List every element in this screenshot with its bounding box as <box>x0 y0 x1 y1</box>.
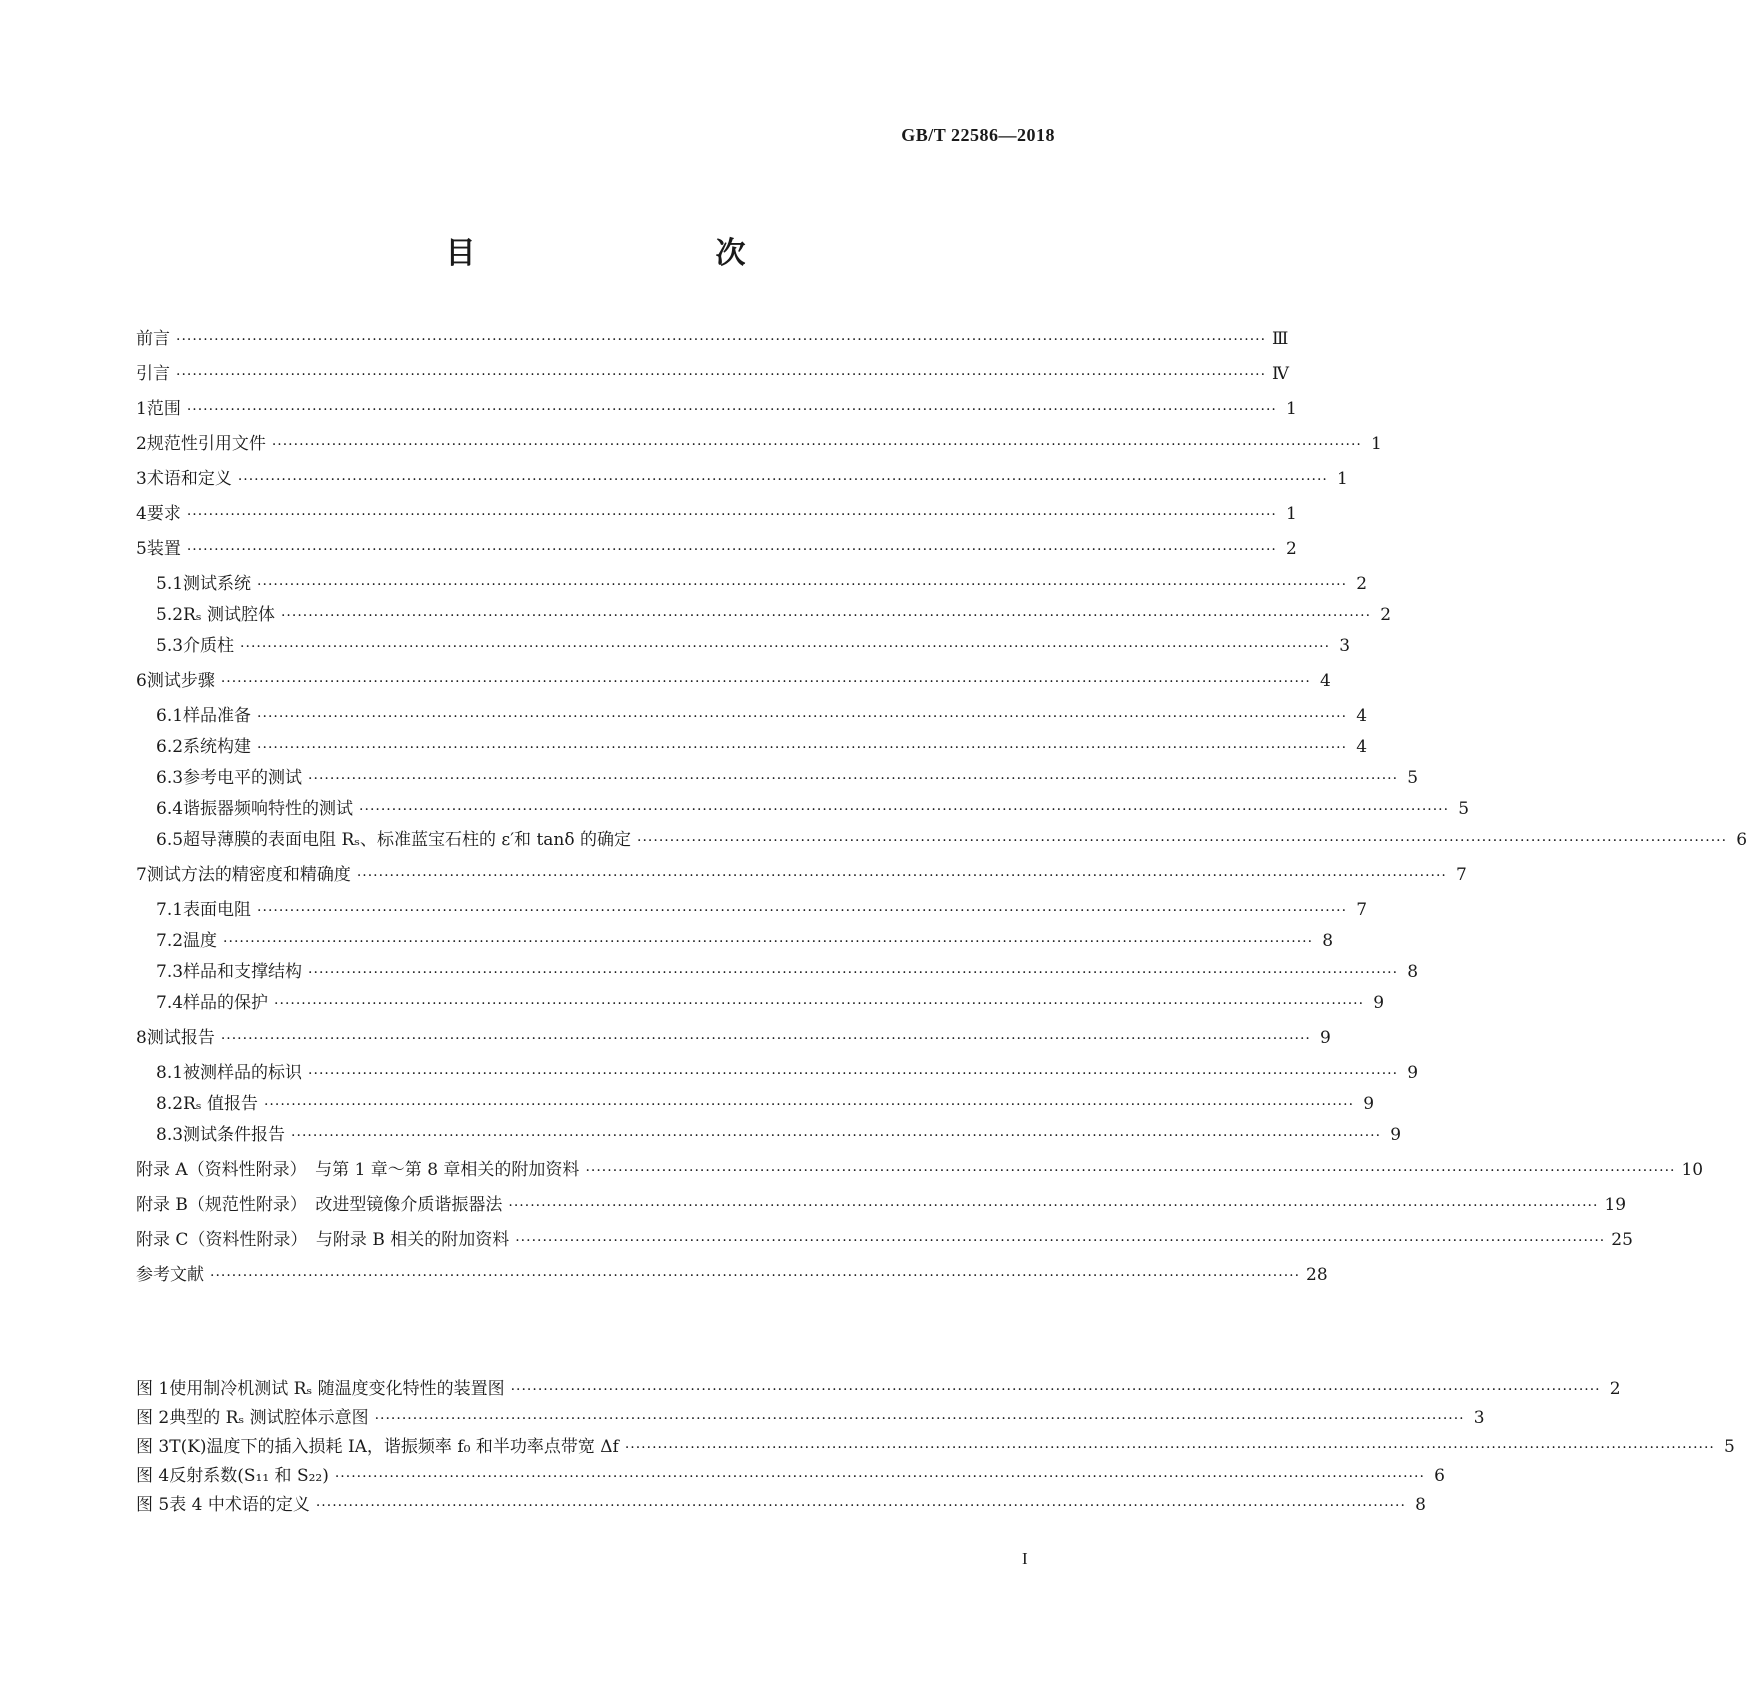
page-ref: 2 <box>1380 605 1392 625</box>
toc-entry[interactable] <box>136 1063 1419 1084</box>
section-title: 要求 <box>146 504 181 524</box>
section-number: 8 <box>136 1028 147 1048</box>
page-ref: 28 <box>1306 1265 1328 1285</box>
section-title: 温度 <box>183 931 218 951</box>
figure-number: 图 5 <box>136 1495 170 1515</box>
page-ref: 4 <box>1320 671 1331 691</box>
dot-leader: ········································································································································································································ <box>374 1411 1465 1427</box>
page-ref: 7 <box>1456 865 1467 885</box>
section-title: 参考电平的测试 <box>183 768 303 788</box>
figure-entry[interactable] <box>136 1437 1735 1458</box>
page-ref: 19 <box>1604 1195 1627 1215</box>
page-ref: 1 <box>1371 434 1382 454</box>
toc-entry[interactable] <box>136 574 1368 595</box>
section-number: 5.3 <box>156 636 184 656</box>
dot-leader: ········································································································································································································ <box>257 577 1348 593</box>
section-title: 被测样品的标识 <box>183 1063 303 1083</box>
section-number: 6.3 <box>156 768 184 788</box>
section-title: 样品准备 <box>183 706 252 726</box>
toc-entry[interactable] <box>136 1125 1402 1146</box>
page-ref: 25 <box>1611 1230 1633 1250</box>
page-ref: 5 <box>1458 799 1470 819</box>
page-ref: 8 <box>1415 1495 1426 1515</box>
section-title: 引言 <box>136 364 170 384</box>
figure-title: 使用制冷机测试 Rₛ 随温度变化特性的装置图 <box>169 1379 505 1399</box>
toc-entry[interactable] <box>136 329 1289 350</box>
figure-number: 图 4 <box>136 1466 170 1486</box>
toc-entry[interactable] <box>136 737 1368 758</box>
section-number: 5 <box>136 539 147 559</box>
dot-leader: ········································································································································································································ <box>637 833 1728 849</box>
dot-leader: ········································································································································································································ <box>515 1233 1606 1249</box>
dot-leader: ········································································································································································································ <box>186 507 1277 523</box>
section-title: 测试系统 <box>183 574 252 594</box>
section-title: 前言 <box>136 329 170 349</box>
toc-entry[interactable] <box>136 469 1348 490</box>
toc-entry[interactable] <box>136 1195 1627 1216</box>
dot-leader: ········································································································································································································ <box>334 1469 1425 1485</box>
page-ref: 5 <box>1724 1437 1735 1457</box>
section-number: 4 <box>136 504 147 524</box>
section-number: 6.4 <box>156 799 184 819</box>
dot-leader: ········································································································································································································ <box>308 965 1399 981</box>
dot-leader: ········································································································································································································ <box>257 903 1348 919</box>
toc-entry[interactable] <box>136 1028 1331 1049</box>
page-ref: 2 <box>1609 1379 1621 1399</box>
section-title: 超导薄膜的表面电阻 Rₛ、标准蓝宝石柱的 ε′和 tanδ 的确定 <box>183 830 632 850</box>
dot-leader: ········································································································································································································ <box>280 608 1372 624</box>
page-ref: 5 <box>1407 768 1419 788</box>
section-title: 谐振器频响特性的测试 <box>183 799 354 819</box>
section-number: 2 <box>136 434 147 454</box>
toc-entry[interactable] <box>136 865 1467 886</box>
section-number: 7 <box>136 865 147 885</box>
page-ref: 2 <box>1356 574 1368 594</box>
section-title: 附录 B（规范性附录） 改进型镜像介质谐振器法 <box>136 1195 503 1215</box>
section-number: 7.3 <box>156 962 184 982</box>
page-ref: 8 <box>1322 931 1334 951</box>
standard-code: GB/T 22586—2018 <box>901 125 1055 145</box>
toc-entry[interactable] <box>136 504 1297 525</box>
dot-leader: ········································································································································································································ <box>220 1031 1311 1047</box>
page-ref: 8 <box>1407 962 1419 982</box>
page-ref: 9 <box>1407 1063 1419 1083</box>
dot-leader: ········································································································································································································ <box>220 674 1311 690</box>
page-ref: 6 <box>1434 1466 1445 1486</box>
section-number: 8.1 <box>156 1063 184 1083</box>
section-title: 参考文献 <box>136 1265 204 1285</box>
figure-entry[interactable] <box>136 1379 1621 1400</box>
toc-entry[interactable] <box>136 799 1470 820</box>
section-title: 范围 <box>146 399 181 419</box>
page-ref: Ⅳ <box>1272 364 1290 384</box>
page-ref: 6 <box>1736 830 1747 850</box>
toc-entry[interactable] <box>136 434 1382 455</box>
page-ref: 9 <box>1390 1125 1402 1145</box>
toc-entry[interactable] <box>136 962 1419 983</box>
section-title: 表面电阻 <box>183 900 252 920</box>
section-number: 6.1 <box>156 706 184 726</box>
toc-entry[interactable] <box>136 1160 1704 1181</box>
toc-entry[interactable] <box>136 636 1351 657</box>
page-ref: 3 <box>1339 636 1351 656</box>
toc-entry[interactable] <box>136 1265 1328 1286</box>
dot-leader: ········································································································································································································ <box>315 1498 1406 1514</box>
figure-entry[interactable] <box>136 1495 1426 1516</box>
page-ref: 3 <box>1473 1408 1485 1428</box>
page-ref: 10 <box>1681 1160 1704 1180</box>
section-number: 5.2 <box>156 605 184 625</box>
toc-entry[interactable] <box>136 1094 1375 1115</box>
dot-leader: ········································································································································································································ <box>508 1198 1599 1214</box>
toc-entry[interactable] <box>136 605 1392 626</box>
figure-number: 图 2 <box>136 1408 170 1428</box>
toc-entry[interactable] <box>136 931 1334 952</box>
dot-leader: ········································································································································································································ <box>176 367 1267 383</box>
section-title: Rₛ 值报告 <box>183 1094 258 1114</box>
page-ref: 4 <box>1356 706 1368 726</box>
section-number: 7.2 <box>156 931 184 951</box>
toc-entry[interactable] <box>136 706 1368 727</box>
page-ref: 2 <box>1286 539 1297 559</box>
dot-leader: ········································································································································································································ <box>359 802 1450 818</box>
dot-leader: ········································································································································································································ <box>257 740 1348 756</box>
page-ref: 1 <box>1286 399 1297 419</box>
dot-leader: ········································································································································································································ <box>186 542 1277 558</box>
figure-title: T(K)温度下的插入损耗 IA，谐振频率 f₀ 和半功率点带宽 Δf <box>169 1437 619 1457</box>
toc-entry[interactable] <box>136 1230 1633 1251</box>
section-number: 6 <box>136 671 147 691</box>
page-ref: 4 <box>1356 737 1368 757</box>
dot-leader: ········································································································································································································ <box>624 1440 1715 1456</box>
dot-leader: ········································································································································································································ <box>308 771 1399 787</box>
section-title: 附录 A（资料性附录） 与第 1 章～第 8 章相关的附加资料 <box>136 1160 580 1180</box>
section-title: 附录 C（资料性附录） 与附录 B 相关的附加资料 <box>136 1230 510 1250</box>
section-number: 5.1 <box>156 574 184 594</box>
figure-list <box>136 1379 1735 1516</box>
dot-leader: ········································································································································································································ <box>274 996 1365 1012</box>
section-title: 规范性引用文件 <box>146 434 266 454</box>
dot-leader: ········································································································································································································ <box>356 868 1447 884</box>
section-title: 术语和定义 <box>146 469 232 489</box>
page-title: 目 次 <box>445 236 806 271</box>
figure-entry[interactable] <box>136 1466 1445 1487</box>
toc-entry[interactable] <box>136 768 1419 789</box>
figure-number: 图 3 <box>136 1437 170 1457</box>
figure-entry[interactable] <box>136 1408 1485 1429</box>
section-number: 6.5 <box>156 830 184 850</box>
section-number: 1 <box>136 399 147 419</box>
section-number: 3 <box>136 469 147 489</box>
section-title: 系统构建 <box>183 737 252 757</box>
dot-leader: ········································································································································································································ <box>585 1163 1676 1179</box>
dot-leader: ········································································································································································································ <box>257 709 1348 725</box>
dot-leader: ········································································································································································································ <box>291 1128 1382 1144</box>
section-number: 7.1 <box>156 900 184 920</box>
section-title: 介质柱 <box>183 636 235 656</box>
section-title: 样品的保护 <box>183 993 269 1013</box>
page-ref: Ⅲ <box>1272 329 1289 349</box>
toc-entry[interactable] <box>136 399 1297 420</box>
dot-leader: ········································································································································································································ <box>263 1097 1355 1113</box>
section-title: 测试报告 <box>146 1028 215 1048</box>
section-number: 7.4 <box>156 993 184 1013</box>
page-ref: 7 <box>1356 900 1368 920</box>
toc-entry[interactable] <box>136 900 1368 921</box>
dot-leader: ········································································································································································································ <box>240 639 1331 655</box>
dot-leader: ········································································································································································································ <box>237 472 1328 488</box>
page-ref: 9 <box>1363 1094 1375 1114</box>
section-title: 样品和支撑结构 <box>183 962 303 982</box>
toc-entry[interactable] <box>136 364 1290 385</box>
toc-entry[interactable] <box>136 539 1297 560</box>
section-number: 8.2 <box>156 1094 184 1114</box>
toc-entry[interactable] <box>136 830 1747 851</box>
section-title: 测试方法的精密度和精确度 <box>146 865 351 885</box>
page-number: I <box>1022 1549 1028 1568</box>
page-ref: 1 <box>1286 504 1297 524</box>
figure-title: 典型的 Rₛ 测试腔体示意图 <box>169 1408 369 1428</box>
figure-title: 表 4 中术语的定义 <box>169 1495 310 1515</box>
toc-entry[interactable] <box>136 993 1385 1014</box>
page-ref: 1 <box>1337 469 1348 489</box>
dot-leader: ········································································································································································································ <box>210 1268 1301 1284</box>
section-number: 8.3 <box>156 1125 184 1145</box>
table-of-contents <box>136 329 1747 1286</box>
page-ref: 9 <box>1373 993 1385 1013</box>
dot-leader: ········································································································································································································ <box>308 1066 1399 1082</box>
section-title: 测试条件报告 <box>183 1125 286 1145</box>
section-title: Rₛ 测试腔体 <box>183 605 275 625</box>
toc-entry[interactable] <box>136 671 1331 692</box>
dot-leader: ········································································································································································································ <box>186 402 1277 418</box>
section-number: 6.2 <box>156 737 184 757</box>
figure-number: 图 1 <box>136 1379 170 1399</box>
dot-leader: ········································································································································································································ <box>510 1382 1601 1398</box>
dot-leader: ········································································································································································································ <box>271 437 1362 453</box>
section-title: 装置 <box>146 539 181 559</box>
dot-leader: ········································································································································································································ <box>176 332 1267 348</box>
page-ref: 9 <box>1320 1028 1331 1048</box>
dot-leader: ········································································································································································································ <box>223 934 1314 950</box>
figure-title: 反射系数(S₁₁ 和 S₂₂) <box>169 1466 329 1486</box>
section-title: 测试步骤 <box>146 671 215 691</box>
